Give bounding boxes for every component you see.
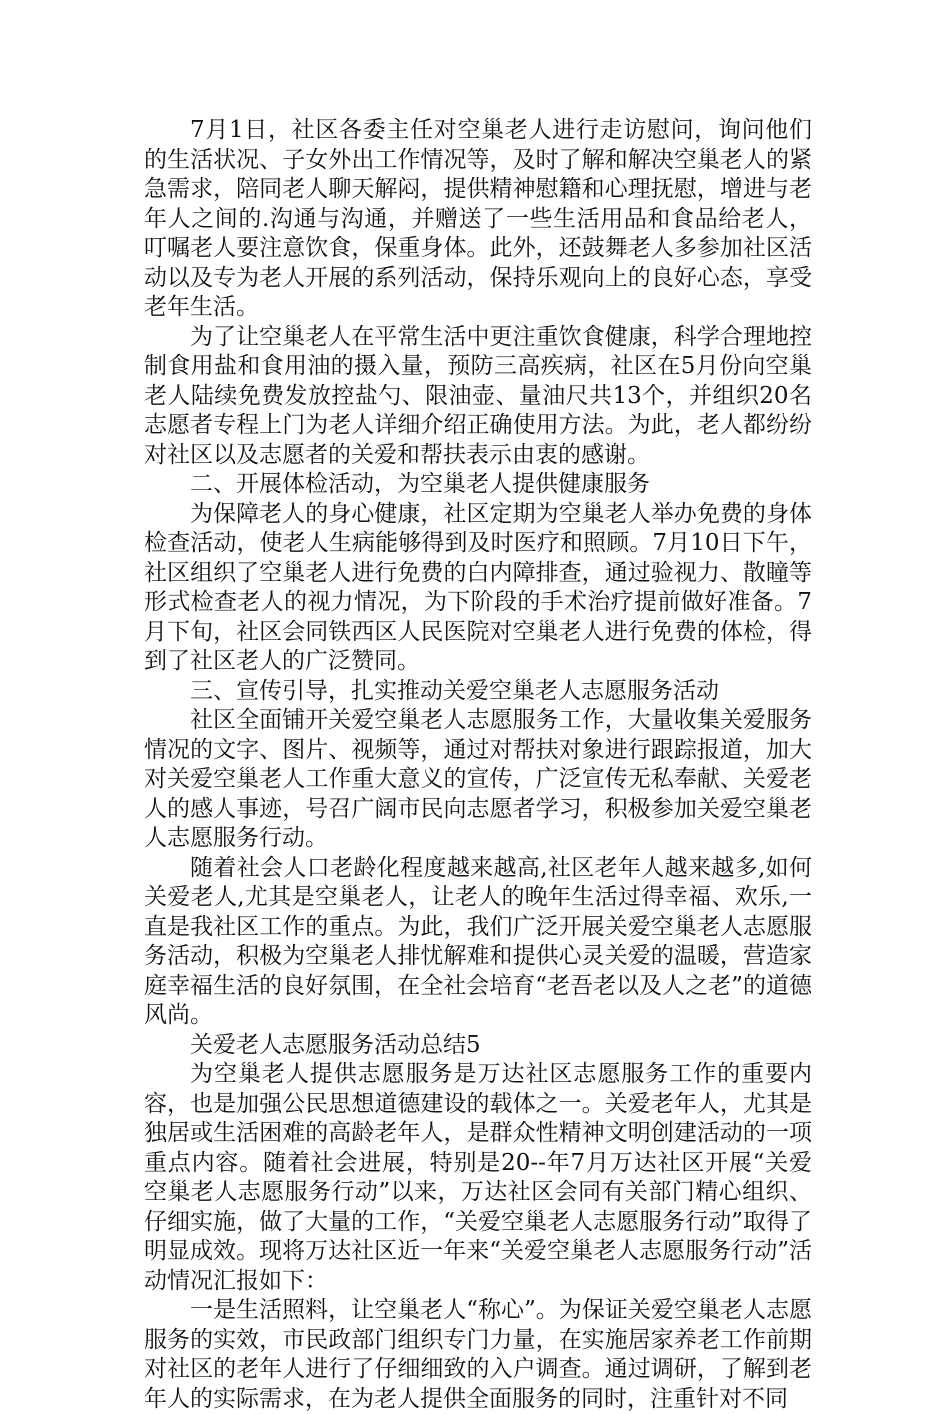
document-body bbox=[144, 116, 812, 1414]
paragraph-diet-health: 为了让空巢老人在平常生活中更注重饮食健康，科学合理地控制食用盐和食用油的摄入量，预防三高疾病，社区在5月份向空巢老人陆续免费发放控盐勺、限油壶、量油尺共13个，并组织20名志愿者专程上门为老人详细介绍正确使用方法。为此，老人都纷纷对社区以及志愿者的关爱和帮扶表示由衷的感谢。 bbox=[144, 323, 812, 468]
paragraph-visit: 7月1日，社区各委主任对空巢老人进行走访慰问，询问他们的生活状况、子女外出工作情况等，及时了解和解决空巢老人的紧急需求，陪同老人聊天解闷，提供精神慰籍和心理抚慰，增进与老年人之间的.沟通与沟通，并赠送了一些生活用品和食品给老人，叮嘱老人要注意饮食，保重身体。此外，还鼓舞老人多参加社区活动以及专为老人开展的系列活动，保持乐观向上的良好心态，享受老年生活。 bbox=[144, 117, 812, 320]
paragraph-health-check: 为保障老人的身心健康，社区定期为空巢老人举办免费的身体检查活动，使老人生病能够得到及时医疗和照顾。7月10日下午，社区组织了空巢老人进行免费的白内障排查，通过验视力、散瞳等形式检查老人的视力情况，为下阶段的手术治疗提前做好准备。7月下旬，社区会同铁西区人民医院对空巢老人进行免费的体检，得到了社区老人的广泛赞同。 bbox=[144, 500, 812, 674]
paragraph-publicity: 社区全面铺开关爱空巢老人志愿服务工作，大量收集关爱服务情况的文字、图片、视频等，通过对帮扶对象进行跟踪报道，加大对关爱空巢老人工作重大意义的宣传，广泛宣传无私奉献、关爱老人的感人事迹，号召广阔市民向志愿者学习，积极参加关爱空巢老人志愿服务行动。 bbox=[144, 707, 812, 851]
paragraph-life-care: 一是生活照料，让空巢老人“称心”。为保证关爱空巢老人志愿服务的实效，市民政部门组织专门力量，在实施居家养老工作前期对社区的老年人进行了仔细细致的入户调查。通过调研，了解到老年人的实际需求，在为老人提供全面服务的同时，注重针对不同 bbox=[144, 1297, 812, 1412]
paragraph-wanda-intro: 为空巢老人提供志愿服务是万达社区志愿服务工作的重要内容，也是加强公民思想道德建设的载体之一。关爱老年人，尤其是独居或生活困难的高龄老年人，是群众性精神文明创建活动的一项重点内容。随着社会进展，特别是20--年7月万达社区开展“关爱空巢老人志愿服务行动”以来，万达社区会同有关部门精心组织、仔细实施，做了大量的工作，“关爱空巢老人志愿服务行动”取得了明显成效。现将万达社区近一年来“关爱空巢老人志愿服务行动”活动情况汇报如下： bbox=[144, 1061, 812, 1294]
summary-title: 关爱老人志愿服务活动总结5 bbox=[190, 1031, 481, 1058]
section-heading-publicity: 三、宣传引导，扎实推动关爱空巢老人志愿服务活动 bbox=[190, 677, 719, 704]
section-heading-health-check: 二、开展体检活动，为空巢老人提供健康服务 bbox=[190, 471, 650, 497]
paragraph-aging-society: 随着社会人口老龄化程度越来越高,社区老年人越来越多,如何关爱老人,尤其是空巢老人，让老人的晚年生活过得幸福、欢乐,一直是我社区工作的重点。为此，我们广泛开展关爱空巢老人志愿服务活动，积极为空巢老人排忧解难和提供心灵关爱的温暖，营造家庭幸福生活的良好氛围，在全社会培育“老吾老以及人之老”的道德风尚。 bbox=[144, 854, 812, 1028]
